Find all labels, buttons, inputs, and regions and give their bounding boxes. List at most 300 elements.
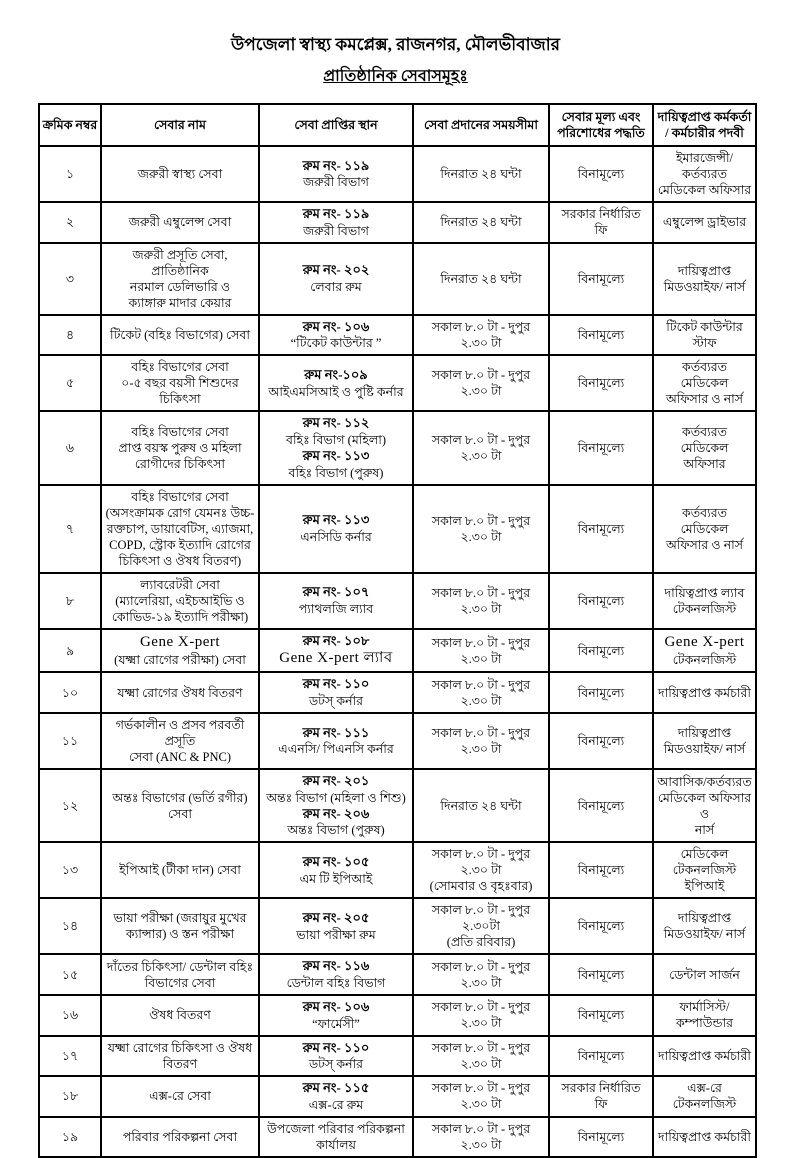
serial-cell xyxy=(39,202,101,243)
location-cell xyxy=(259,146,413,202)
fee-cell xyxy=(549,672,653,713)
cell-line: (অসংক্রামক রোগ যেমনঃ উচ্চ- xyxy=(105,505,255,520)
cell-line: মেডিকেল xyxy=(680,847,729,862)
cell-line: নরমাল ডেলিভারি ও xyxy=(129,279,231,294)
cell-line: ক্যান্সার) ও স্তন পরীক্ষা xyxy=(125,927,235,942)
serial-cell xyxy=(39,1036,101,1077)
cell-line: রক্তচাপ, ডায়াবেটিস, এ্যাজমা, xyxy=(106,521,254,536)
service-cell xyxy=(101,411,259,484)
cell-line: এক্স-রে রুম xyxy=(308,1097,364,1112)
location-cell xyxy=(259,842,413,898)
cell-line: দায়িত্বপ্রাপ্ত xyxy=(677,263,732,278)
cell-line: কর্তব্যরত মেডিকেল xyxy=(680,360,729,391)
cell-line: বহিঃ বিভাগ (পুরুষ) xyxy=(288,465,384,480)
cell-line: Gene X-pert xyxy=(139,633,221,650)
staff-cell xyxy=(653,355,756,411)
staff-cell xyxy=(653,146,756,202)
location-cell xyxy=(259,629,413,673)
col-header-location: সেবা প্রাপ্তির স্থান xyxy=(259,104,413,146)
table-row xyxy=(39,842,756,898)
staff-cell xyxy=(653,243,756,315)
serial-cell xyxy=(39,769,101,842)
cell-line: টিকেট কাউন্টার স্টাফ xyxy=(666,320,743,351)
cell-line: পরিবার পরিকল্পনা সেবা xyxy=(122,1129,238,1144)
table-row xyxy=(39,629,756,673)
cell-line: রুম নং- ২০১ xyxy=(302,773,370,789)
cell-line: ১৩ xyxy=(61,863,79,878)
table-row xyxy=(39,202,756,243)
service-cell xyxy=(101,146,259,202)
fee-cell xyxy=(549,713,653,769)
cell-line: বিনামূল্যে xyxy=(577,593,625,608)
table-row xyxy=(39,1117,756,1157)
cell-line: ডেন্টাল বহিঃ বিভাগ xyxy=(286,975,386,990)
cell-line: সকাল ৮.০ টা - দুপুর ২.৩০ টা xyxy=(431,1121,531,1152)
serial-cell xyxy=(39,713,101,769)
cell-line: ৪ xyxy=(65,328,75,343)
cell-line: জরুরী এম্বুলেন্স সেবা xyxy=(128,215,232,230)
cell-line: বিনামূল্যে xyxy=(577,440,625,455)
fee-cell xyxy=(549,146,653,202)
table-row xyxy=(39,769,756,842)
cell-line: ১৬ xyxy=(61,1008,79,1023)
table-header-row xyxy=(39,104,756,146)
cell-line: ৬ xyxy=(65,440,75,455)
cell-line: জরুরী স্বাস্থ্য সেবা xyxy=(137,167,223,182)
cell-line: বিনামূল্যে xyxy=(577,967,625,982)
cell-line: বিনামূল্যে xyxy=(577,376,625,391)
cell-line: বিনামূল্যে xyxy=(577,734,625,749)
location-cell xyxy=(259,1117,413,1157)
table-row xyxy=(39,898,756,954)
cell-line: রুম নং- ১১৯ xyxy=(302,206,370,222)
cell-line: সরকার নির্ধারিত xyxy=(561,207,641,222)
staff-cell xyxy=(653,629,756,673)
cell-line: সকাল ৮.০ টা - দুপুর ২.৩০ টা xyxy=(431,1000,531,1031)
staff-cell xyxy=(653,898,756,954)
fee-cell xyxy=(549,411,653,484)
time-cell xyxy=(413,769,549,842)
cell-line: বিনামূল্যে xyxy=(577,1129,625,1144)
cell-line: বহিঃ বিভাগের সেবা xyxy=(131,424,229,439)
time-cell xyxy=(413,713,549,769)
cell-line: রুম নং- ১১৫ xyxy=(302,1080,370,1096)
cell-line: বিতরণ xyxy=(162,1056,198,1071)
table-row xyxy=(39,411,756,484)
cell-line: চিকিৎসা ও ঔষধ বিতরণ) xyxy=(118,553,242,568)
cell-line: (সোমবার ও বৃহঃবার) xyxy=(429,879,533,894)
time-cell xyxy=(413,629,549,673)
cell-line: বহিঃ বিভাগের সেবা xyxy=(131,360,229,375)
table-row xyxy=(39,146,756,202)
cell-line: সকাল ৮.০ টা - দুপুর ২.৩০ টা xyxy=(431,959,531,990)
cell-line: দিনরাত ২৪ ঘন্টা xyxy=(440,271,522,286)
cell-line: ডটস্ কর্নার xyxy=(308,1057,364,1072)
location-cell xyxy=(259,713,413,769)
cell-line: রুম নং- ১১০ xyxy=(302,676,370,692)
staff-cell xyxy=(653,842,756,898)
cell-line: রুম নং- ১০৭ xyxy=(302,584,370,600)
services-table xyxy=(38,103,757,1158)
cell-line: রুম নং- ২০২ xyxy=(302,262,370,278)
cell-line: Gene X-pert xyxy=(664,633,745,650)
staff-cell xyxy=(653,573,756,629)
cell-line: প্যাথলজি ল্যাব xyxy=(298,601,374,616)
cell-line: বিনামূল্যে xyxy=(577,643,625,658)
cell-line: এম টি ইপিআই xyxy=(299,871,373,886)
time-cell xyxy=(413,146,549,202)
cell-line: বিনামূল্যে xyxy=(577,1048,625,1063)
fee-cell xyxy=(549,769,653,842)
cell-line: সকাল ৮.০ টা - দুপুর ২.৩০ টা xyxy=(431,432,531,463)
cell-line: Gene X-pert ল্যাব xyxy=(279,650,393,667)
cell-line: ফি xyxy=(594,1097,608,1112)
fee-cell xyxy=(549,995,653,1036)
cell-line: দায়িত্বপ্রাপ্ত ল্যাব xyxy=(664,585,745,600)
staff-cell xyxy=(653,1076,756,1117)
time-cell xyxy=(413,1117,549,1157)
fee-cell xyxy=(549,315,653,356)
service-cell xyxy=(101,1117,259,1157)
fee-cell xyxy=(549,355,653,411)
cell-line: বিনামূল্যে xyxy=(577,328,625,343)
fee-cell xyxy=(549,485,653,573)
col-header-service-name: সেবার নাম xyxy=(101,104,259,146)
cell-line: সকাল ৮.০ টা - দুপুর ২.৩০ টা xyxy=(431,1081,531,1112)
cell-line: রুম নং-১০৯ xyxy=(304,367,368,383)
serial-cell xyxy=(39,146,101,202)
service-cell xyxy=(101,629,259,673)
fee-cell xyxy=(549,954,653,995)
service-cell xyxy=(101,898,259,954)
table-row xyxy=(39,355,756,411)
time-cell xyxy=(413,898,549,954)
serial-cell xyxy=(39,842,101,898)
cell-line: এম্বুলেন্স ড্রাইভার xyxy=(662,215,747,230)
cell-line: রুম নং- ১১৬ xyxy=(302,958,370,974)
cell-line: ১১ xyxy=(61,734,79,749)
fee-cell xyxy=(549,842,653,898)
cell-line: ফি xyxy=(594,223,608,238)
fee-cell xyxy=(549,1117,653,1157)
time-cell xyxy=(413,1076,549,1117)
staff-cell xyxy=(653,672,756,713)
serial-cell xyxy=(39,411,101,484)
service-cell xyxy=(101,1076,259,1117)
location-cell xyxy=(259,995,413,1036)
service-cell xyxy=(101,485,259,573)
cell-line: জরুরী বিভাগ xyxy=(302,223,369,238)
table-row xyxy=(39,1076,756,1117)
service-cell xyxy=(101,202,259,243)
cell-line: জরুরী বিভাগ xyxy=(302,175,369,190)
table-row xyxy=(39,1036,756,1077)
cell-line: রুম নং- ১০৫ xyxy=(302,853,370,869)
cell-line: দিনরাত ২৪ ঘন্টা xyxy=(440,167,522,182)
cell-line: আইএমসিআই ও পুষ্টি কর্নার xyxy=(268,384,404,399)
service-cell xyxy=(101,842,259,898)
fee-cell xyxy=(549,202,653,243)
service-cell xyxy=(101,672,259,713)
location-cell xyxy=(259,485,413,573)
cell-line: অন্তঃ বিভাগের (ভর্তি রগীর) সেবা xyxy=(112,790,248,821)
cell-line: কোভিড-১৯ ইত্যাদি পরীক্ষা) xyxy=(111,609,249,624)
cell-line: সকাল ৮.০ টা - দুপুর ২.৩০ টা xyxy=(431,513,531,544)
cell-line: দিনরাত ২৪ ঘন্টা xyxy=(440,798,522,813)
cell-line: রুম নং- ১১১ xyxy=(302,724,370,740)
cell-line: বিভাগের সেবা xyxy=(144,975,216,990)
location-cell xyxy=(259,898,413,954)
cell-line: বিনামূল্যে xyxy=(577,919,625,934)
cell-line: রুম নং- ১১৯ xyxy=(302,157,370,173)
service-cell xyxy=(101,355,259,411)
cell-line: বিনামূল্যে xyxy=(577,521,625,536)
cell-line: মেডিকেল অফিসার xyxy=(657,183,752,198)
cell-line: বিনামূল্যে xyxy=(577,167,625,182)
serial-cell xyxy=(39,995,101,1036)
cell-line: যক্ষ্মা রোগের চিকিৎসা ও ঔষধ xyxy=(107,1040,253,1055)
cell-line: এক্স-রে টেকনলজিস্ট xyxy=(672,1081,737,1112)
cell-line: ৮ xyxy=(65,593,75,608)
time-cell xyxy=(413,954,549,995)
staff-cell xyxy=(653,1117,756,1157)
cell-line: অন্তঃ বিভাগ (মহিলা ও শিশু) xyxy=(266,790,406,805)
cell-line: এনসিডি কর্নার xyxy=(300,529,372,544)
cell-line: অফিসার ও নার্স xyxy=(665,392,744,407)
cell-line: এক্স-রে সেবা xyxy=(149,1089,211,1104)
cell-line: সকাল ৮.০ টা - দুপুর ২.৩০ টা xyxy=(431,847,531,878)
serial-cell xyxy=(39,672,101,713)
cell-line: যক্ষ্মা রোগের ঔষধ বিতরণ xyxy=(117,685,243,700)
cell-line: বিনামূল্যে xyxy=(577,1008,625,1023)
cell-line: সকাল ৮.০ টা - দুপুর ২.৩০টা xyxy=(431,903,531,934)
cell-line: দায়িত্বপ্রাপ্ত কর্মচারী xyxy=(658,1129,751,1144)
cell-line: সকাল ৮.০ টা - দুপুর ২.৩০ টা xyxy=(431,726,531,757)
serial-cell xyxy=(39,243,101,315)
cell-line: দায়িত্বপ্রাপ্ত কর্মচারী xyxy=(658,685,751,700)
fee-cell xyxy=(549,573,653,629)
cell-line: ৩ xyxy=(65,271,75,286)
cell-line: টেকনলজিস্ট xyxy=(672,653,737,668)
cell-line: মিডওয়াইফ/ নার্স xyxy=(663,279,746,294)
cell-line: ২ xyxy=(65,215,75,230)
location-cell xyxy=(259,202,413,243)
cell-line: রুম নং- ১১২ xyxy=(302,415,370,431)
cell-line: COPD, স্ট্রোক ইত্যাদি রোগের xyxy=(109,537,251,552)
cell-line: ক্যাঙ্গারু মাদার কেয়ার xyxy=(128,295,232,310)
cell-line: ১৪ xyxy=(61,919,79,934)
table-row xyxy=(39,485,756,573)
service-cell xyxy=(101,243,259,315)
cell-line: ১৭ xyxy=(61,1048,79,1063)
serial-cell xyxy=(39,485,101,573)
cell-line: ১৫ xyxy=(61,967,79,982)
location-cell xyxy=(259,954,413,995)
table-row xyxy=(39,954,756,995)
staff-cell xyxy=(653,485,756,573)
staff-cell xyxy=(653,411,756,484)
cell-line: সকাল ৮.০ টা - দুপুর ২.৩০ টা xyxy=(431,585,531,616)
cell-line: ডটস্ কর্নার xyxy=(308,694,364,709)
table-row xyxy=(39,995,756,1036)
cell-line: দিনরাত ২৪ ঘন্টা xyxy=(440,215,522,230)
time-cell xyxy=(413,315,549,356)
cell-line: ডেন্টাল সার্জন xyxy=(669,967,740,982)
cell-line: ইপিআই (টীকা দান) সেবা xyxy=(119,863,241,878)
serial-cell xyxy=(39,355,101,411)
cell-line: সকাল ৮.০ টা - দুপুর ২.৩০ টা xyxy=(431,635,531,666)
col-header-time: সেবা প্রদানের সময়সীমা xyxy=(413,104,549,146)
table-row xyxy=(39,315,756,356)
time-cell xyxy=(413,573,549,629)
staff-cell xyxy=(653,202,756,243)
location-cell xyxy=(259,315,413,356)
cell-line: (ম্যালেরিয়া, এইচআইভি ও xyxy=(115,593,245,608)
cell-line: “ফার্মেসী” xyxy=(312,1016,360,1031)
cell-line: সেবা (ANC & PNC) xyxy=(128,750,232,765)
table-row xyxy=(39,672,756,713)
cell-line: ৭ xyxy=(65,521,75,536)
cell-line: বহিঃ বিভাগ (মহিলা) xyxy=(285,432,387,447)
cell-line: সরকার নির্ধারিত xyxy=(561,1081,641,1096)
cell-line: ল্যাবরেটরী সেবা xyxy=(140,577,220,592)
cell-line: রুম নং- ১১৩ xyxy=(302,512,370,528)
time-cell xyxy=(413,355,549,411)
serial-cell xyxy=(39,1117,101,1157)
serial-cell xyxy=(39,954,101,995)
location-cell xyxy=(259,769,413,842)
cell-line: সকাল ৮.০ টা - দুপুর ২.৩০ টা xyxy=(431,368,531,399)
cell-line: দাঁতের চিকিৎসা/ ডেন্টাল বহিঃ xyxy=(106,959,254,974)
cell-line: রুম নং- ১০৮ xyxy=(302,632,370,648)
cell-line: ১ xyxy=(65,167,75,182)
cell-line: ০-৫ বছর বয়সী শিশুদের চিকিৎসা xyxy=(121,376,239,407)
cell-line: সকাল ৮.০ টা - দুপুর ২.৩০ টা xyxy=(431,1040,531,1071)
cell-line: টিকেট (বহিঃ বিভাগের) সেবা xyxy=(110,328,250,343)
table-row xyxy=(39,573,756,629)
fee-cell xyxy=(549,243,653,315)
table-row xyxy=(39,243,756,315)
service-cell xyxy=(101,713,259,769)
location-cell xyxy=(259,672,413,713)
cell-line: অফিসার ও নার্স xyxy=(665,537,744,552)
cell-line: দায়িত্বপ্রাপ্ত কর্মচারী xyxy=(658,1048,751,1063)
cell-line: রুম নং- ১০৬ xyxy=(302,318,370,334)
cell-line: টেকনলজিস্ট ইপিআই xyxy=(672,863,737,894)
cell-line: ভায়া পরীক্ষা রুম xyxy=(296,927,376,942)
fee-cell xyxy=(549,898,653,954)
cell-line: কম্পাউন্ডার xyxy=(675,1016,734,1031)
time-cell xyxy=(413,672,549,713)
cell-line: মিডওয়াইফ/ নার্স xyxy=(663,927,746,942)
time-cell xyxy=(413,411,549,484)
cell-line: সকাল ৮.০ টা - দুপুর ২.৩০ টা xyxy=(431,677,531,708)
location-cell xyxy=(259,411,413,484)
cell-line: অন্তঃ বিভাগ (পুরুষ) xyxy=(287,823,385,838)
time-cell xyxy=(413,243,549,315)
cell-line: রুম নং- ১১৩ xyxy=(302,447,370,463)
cell-line: ভায়া পরীক্ষা (জরায়ুর মুখের xyxy=(113,911,247,926)
serial-cell xyxy=(39,898,101,954)
cell-line: (প্রতি রবিবার) xyxy=(446,935,516,950)
cell-line: ১৯ xyxy=(61,1129,79,1144)
table-row xyxy=(39,713,756,769)
service-cell xyxy=(101,1036,259,1077)
cell-line: বিনামূল্যে xyxy=(577,685,625,700)
cell-line: লেবার রুম xyxy=(310,280,362,295)
cell-line: কর্তব্যরত মেডিকেল xyxy=(680,424,729,455)
service-cell xyxy=(101,573,259,629)
time-cell xyxy=(413,842,549,898)
cell-line: ১৮ xyxy=(61,1089,79,1104)
cell-line: আবাসিক/কর্তব্যরত xyxy=(657,774,752,789)
location-cell xyxy=(259,1036,413,1077)
service-cell xyxy=(101,954,259,995)
cell-line: ঔষধ বিতরণ xyxy=(149,1008,211,1023)
cell-line: সকাল ৮.০ টা - দুপুর ২.৩০ টা xyxy=(431,320,531,351)
location-cell xyxy=(259,573,413,629)
cell-line: বিনামূল্যে xyxy=(577,271,625,286)
staff-cell xyxy=(653,1036,756,1077)
cell-line: রুম নং- ২০৬ xyxy=(302,805,370,821)
location-cell xyxy=(259,1076,413,1117)
cell-line: কর্তব্যরত মেডিকেল xyxy=(680,505,729,536)
cell-line: বহিঃ বিভাগের সেবা xyxy=(131,489,229,504)
serial-cell xyxy=(39,315,101,356)
cell-line: গর্ভকালীন ও প্রসব পরবর্তী প্রসূতি xyxy=(115,718,245,749)
cell-line: রুম নং- ২০৫ xyxy=(302,909,370,925)
time-cell xyxy=(413,1036,549,1077)
location-cell xyxy=(259,243,413,315)
col-header-fee: সেবার মূল্য এবং পরিশোধের পদ্ধতি xyxy=(549,104,653,146)
staff-cell xyxy=(653,315,756,356)
fee-cell xyxy=(549,629,653,673)
staff-cell xyxy=(653,954,756,995)
serial-cell xyxy=(39,629,101,673)
service-table-body xyxy=(39,146,756,1157)
serial-cell xyxy=(39,1076,101,1117)
service-cell xyxy=(101,315,259,356)
time-cell xyxy=(413,995,549,1036)
cell-line: নার্স xyxy=(694,822,715,837)
cell-line: উপজেলা পরিবার পরিকল্পনা xyxy=(267,1121,405,1136)
cell-line: জরুরী প্রসূতি সেবা, প্রাতিষ্ঠানিক xyxy=(132,247,228,278)
cell-line: ৫ xyxy=(65,376,75,391)
cell-line: “টিকেট কাউন্টার ” xyxy=(290,336,382,351)
cell-line: টেকনলজিস্ট xyxy=(672,601,737,616)
cell-line: মেডিকেল অফিসার ও xyxy=(657,790,752,821)
service-cell xyxy=(101,769,259,842)
service-cell xyxy=(101,995,259,1036)
cell-line: ১২ xyxy=(61,798,79,813)
staff-cell xyxy=(653,769,756,842)
cell-line: ৯ xyxy=(65,643,75,658)
staff-cell xyxy=(653,713,756,769)
cell-line: দায়িত্বপ্রাপ্ত xyxy=(677,726,732,741)
fee-cell xyxy=(549,1076,653,1117)
staff-cell xyxy=(653,995,756,1036)
cell-line: বিনামূল্যে xyxy=(577,863,625,878)
cell-line: ফার্মাসিস্ট/ xyxy=(679,1000,730,1015)
cell-line: রোগীদের চিকিৎসা xyxy=(134,456,226,471)
cell-line: অফিসার xyxy=(683,456,726,471)
cell-line: মিডওয়াইফ/ নার্স xyxy=(663,742,746,757)
page-subtitle: প্রাতিষ্ঠানিক সেবাসমূহঃ xyxy=(323,68,468,86)
cell-line: বিনামূল্যে xyxy=(577,798,625,813)
cell-line: দায়িত্বপ্রাপ্ত xyxy=(677,911,732,926)
cell-line: ইমারজেন্সী/কর্তব্যরত xyxy=(675,151,734,182)
col-header-staff: দায়িত্বপ্রাপ্ত কর্মকর্তা / কর্মচারীর পদবী xyxy=(653,104,756,146)
